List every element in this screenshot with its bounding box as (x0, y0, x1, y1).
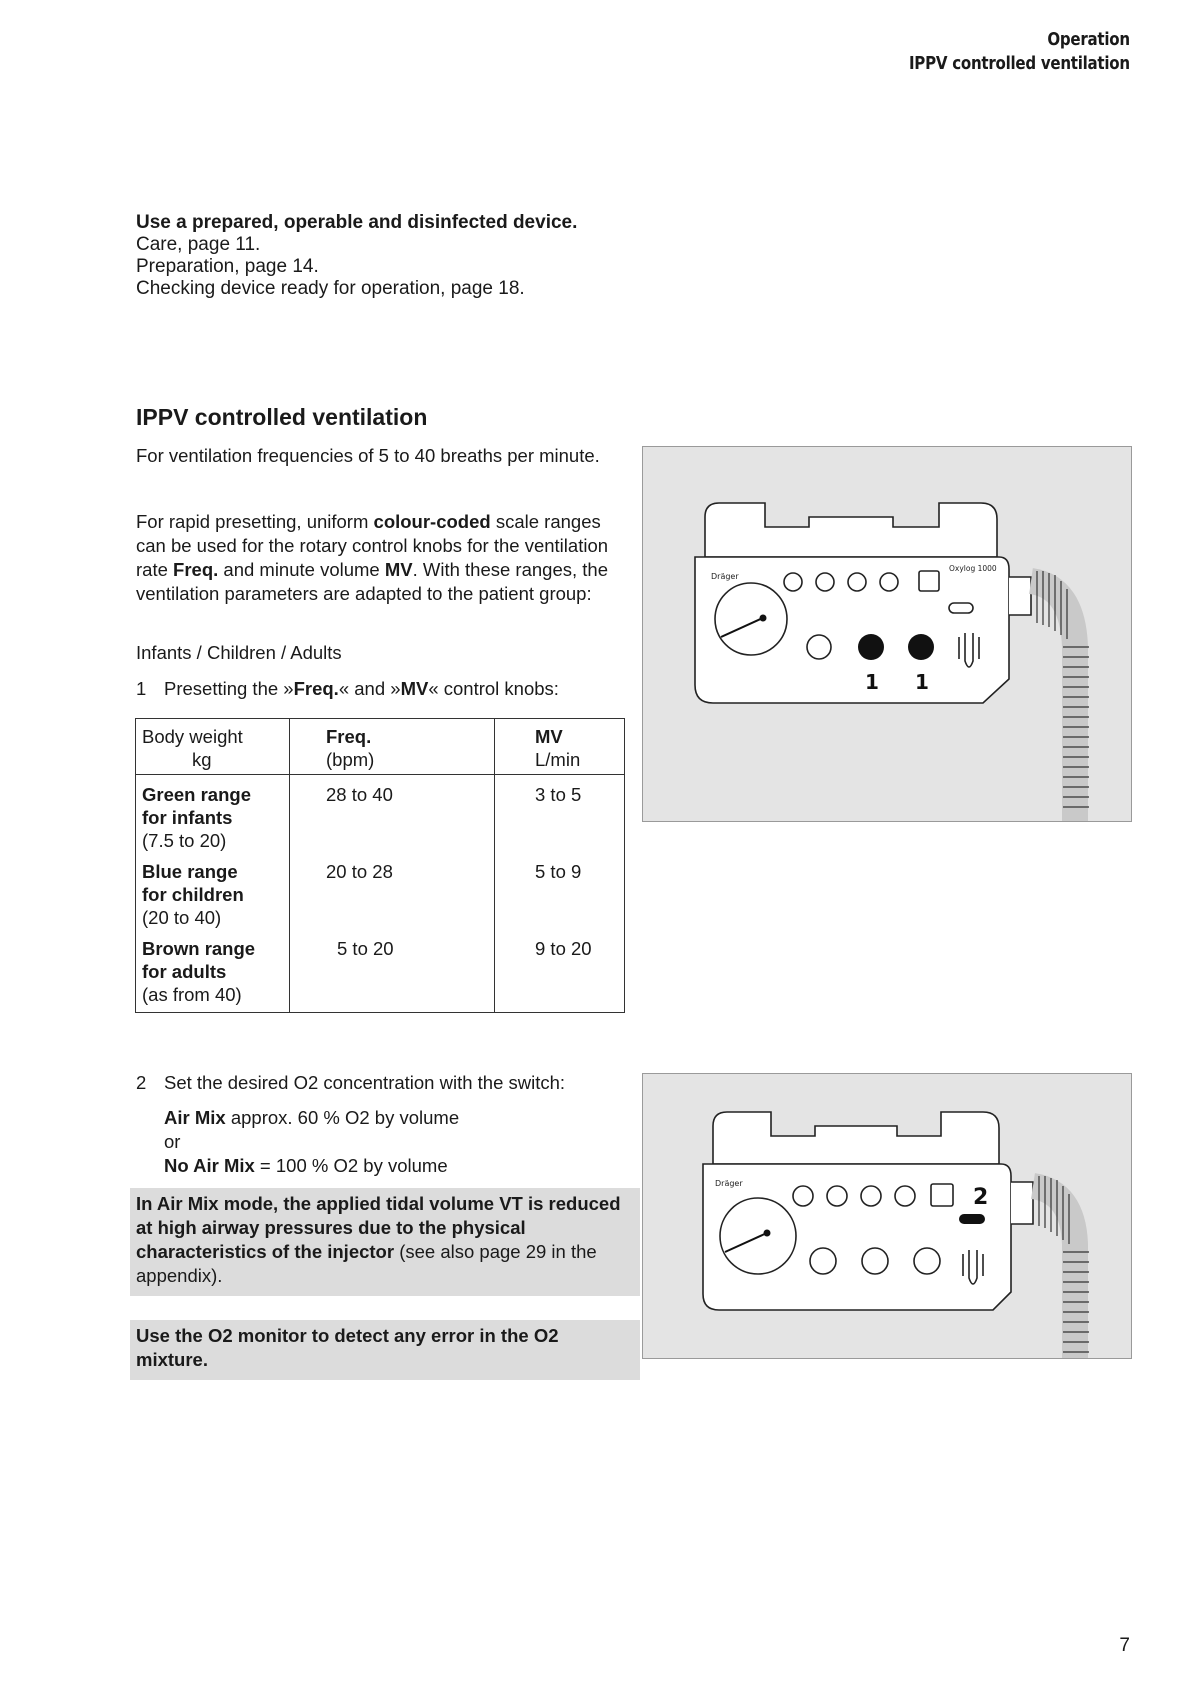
air-mix-option: Air Mix approx. 60 % O2 by volume (164, 1107, 460, 1128)
table-row: Green range for infants (7.5 to 20) 28 to 40 3 to 5 (136, 775, 625, 857)
callout-mv: 1 (915, 670, 929, 694)
knob-left (807, 635, 831, 659)
step-2: 2 Set the desired O2 concentration with the switch: (136, 1072, 566, 1093)
header-subsection: IPPV controlled ventilation (909, 54, 1130, 74)
led-4 (895, 1186, 915, 1206)
alarm-button (919, 571, 939, 591)
header-body-weight: Body weight kg (136, 719, 290, 775)
hose-connector (1011, 1182, 1033, 1224)
callout-freq: 1 (865, 670, 879, 694)
figure-o2-switch (642, 1073, 1132, 1359)
hose-connector (1009, 577, 1031, 615)
intro-ref-care: Care, page 11. (136, 234, 261, 255)
paragraph-colour-coded: For rapid presetting, uniform colour-coded scale ranges can be used for the rotary control knobs for the ventilation rate Freq. and minute volume MV. With these ranges, the ventilation parameters are adapted to the patient group: (136, 511, 609, 604)
mix-options (164, 1106, 459, 1178)
running-header (909, 28, 1130, 76)
led-3 (848, 573, 866, 591)
intro-warning: Use a prepared, operable and disinfected device. (136, 212, 578, 233)
pressure-gauge (715, 583, 787, 655)
led-2 (827, 1186, 847, 1206)
led-3 (861, 1186, 881, 1206)
knob-left (810, 1248, 836, 1274)
page-number: 7 (1119, 1635, 1130, 1656)
note-airmix-tidal-volume: In Air Mix mode, the applied tidal volume VT is reduced at high airway pressures due to the physical characteristics of the injector (see also page 29 in the appendix). (130, 1188, 640, 1296)
ranges-table (135, 718, 625, 1013)
table-row: Blue range for children (20 to 40) 20 to 28 5 to 9 (136, 856, 625, 933)
header-mv: MV L/min (495, 719, 625, 775)
device-illustration-2 (643, 1074, 1131, 1358)
patient-groups: Infants / Children / Adults (136, 642, 342, 663)
model-label: Oxylog 1000 (949, 564, 997, 573)
knob-mv (914, 1248, 940, 1274)
no-air-mix-option: No Air Mix = 100 % O2 by volume (164, 1155, 448, 1176)
breathing-hose (1033, 1176, 1089, 1358)
brand-label: Dräger (711, 572, 739, 581)
led-4 (880, 573, 898, 591)
table-row: Brown range for adults (as from 40) 5 to 20 9 to 20 (136, 933, 625, 1013)
step-2-number: 2 (136, 1072, 147, 1093)
or-text: or (164, 1131, 181, 1152)
device-illustration-1 (643, 447, 1131, 821)
alarm-button (931, 1184, 953, 1206)
header-freq: Freq. (bpm) (290, 719, 495, 775)
airmix-switch (959, 1214, 985, 1224)
knob-freq (858, 634, 884, 660)
figure-oxylog-knobs (642, 446, 1132, 822)
breathing-hose (1031, 571, 1089, 821)
knob-mv (908, 634, 934, 660)
led-1 (784, 573, 802, 591)
led-1 (793, 1186, 813, 1206)
table-header-row (136, 719, 625, 775)
device-handle (705, 503, 997, 557)
step-1: 1 Presetting the »Freq.« and »MV« control knobs: (136, 678, 559, 699)
note-o2-monitor: Use the O2 monitor to detect any error in the O2 mixture. (130, 1320, 640, 1380)
intro-ref-preparation: Preparation, page 14. (136, 256, 319, 277)
section-title: IPPV controlled ventilation (136, 404, 428, 430)
brand-label: Dräger (715, 1179, 743, 1188)
callout-switch: 2 (973, 1185, 989, 1210)
intro-block (136, 212, 577, 300)
header-section: Operation (1047, 30, 1130, 50)
airmix-switch (949, 603, 973, 613)
knob-freq (862, 1248, 888, 1274)
device-handle (713, 1112, 999, 1164)
led-2 (816, 573, 834, 591)
paragraph-frequencies: For ventilation frequencies of 5 to 40 breaths per minute. (136, 445, 600, 466)
intro-ref-checking: Checking device ready for operation, page 18. (136, 278, 525, 299)
step-1-number: 1 (136, 678, 147, 699)
